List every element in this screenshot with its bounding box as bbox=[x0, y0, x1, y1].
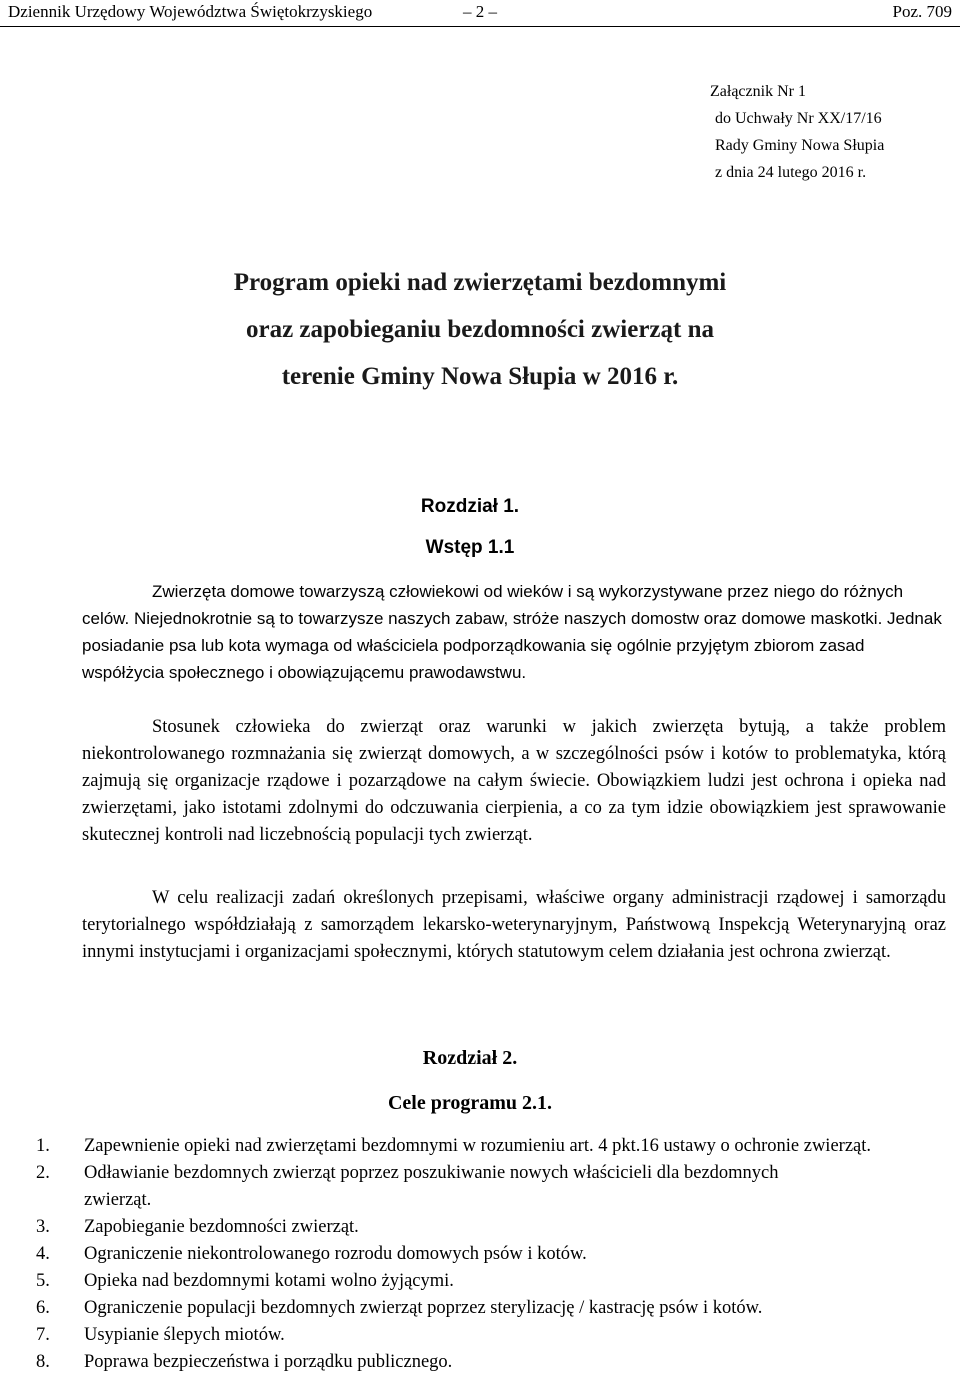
annex-council: Rady Gminy Nowa Słupia bbox=[715, 137, 885, 154]
list-item-text: Zapobieganie bezdomności zwierząt. bbox=[84, 1217, 359, 1237]
list-item-text: Usypianie ślepych miotów. bbox=[84, 1325, 285, 1345]
chapter-1-heading: Rozdział 1. bbox=[420, 496, 520, 517]
title-line-1: Program opieki nad zwierzętami bezdomnymi bbox=[233, 269, 727, 296]
list-item bbox=[36, 1214, 956, 1241]
intro-paragraph-2 bbox=[82, 714, 946, 849]
list-item bbox=[36, 1322, 956, 1349]
title-line-3: terenie Gminy Nowa Słupia w 2016 r. bbox=[281, 363, 679, 390]
list-item-number: 8. bbox=[36, 1352, 50, 1372]
list-item-text: Opieka nad bezdomnymi kotami wolno żyjącymi. bbox=[84, 1271, 454, 1291]
annex-block bbox=[710, 78, 950, 186]
document-title bbox=[0, 259, 960, 400]
annex-resolution: do Uchwały Nr XX/17/16 bbox=[715, 110, 882, 127]
chapter-2-subheading: Cele programu 2.1. bbox=[387, 1092, 553, 1114]
intro-paragraph-3-text: W celu realizacji zadań określonych przepisami, właściwe organy administracji rządowej i samorządu terytorialnego współdziałają z samorządem lekarsko-weterynaryjnym, Państwową Inspekcją Weterynaryjną oraz innymi instytucjami i organizacjami społecznymi, których statutowym celem działania jest ochrona zwierząt. bbox=[82, 888, 946, 962]
list-item-number: 3. bbox=[36, 1217, 50, 1237]
list-item-text: Poprawa bezpieczeństwa i porządku publicznego. bbox=[84, 1352, 453, 1372]
page-number: – 2 – bbox=[463, 2, 497, 21]
list-item-text: Zapewnienie opieki nad zwierzętami bezdomnymi w rozumieniu art. 4 pkt.16 ustawy o ochronie zwierząt. bbox=[84, 1136, 872, 1156]
list-item bbox=[36, 1133, 956, 1160]
intro-paragraph-3 bbox=[82, 885, 946, 966]
list-item-number: 5. bbox=[36, 1271, 50, 1291]
list-item-number: 7. bbox=[36, 1325, 50, 1345]
chapter-1-subheading: Wstęp 1.1 bbox=[425, 537, 515, 558]
list-item bbox=[36, 1295, 956, 1322]
intro-paragraph-1 bbox=[82, 578, 942, 686]
journal-name: Dziennik Urzędowy Województwa Świętokrzyskiego bbox=[8, 2, 373, 21]
list-item-text: Ograniczenie populacji bezdomnych zwierząt poprzez sterylizację / kastrację psów i kotów. bbox=[84, 1298, 763, 1318]
list-item-number: 2. bbox=[36, 1163, 50, 1183]
list-item bbox=[36, 1241, 956, 1268]
list-item-number: 1. bbox=[36, 1136, 50, 1156]
list-item bbox=[36, 1349, 956, 1376]
list-item bbox=[36, 1160, 956, 1214]
intro-paragraph-2-text: Stosunek człowieka do zwierząt oraz warunki w jakich zwierzęta bytują, a także problem niekontrolowanego rozmnażania się zwierząt domowych, a w szczególności psów i kotów to problematyka, którą zajmują się organizacje rządowe i pozarządowe na całym świecie. Obowiązkiem ludzi jest ochrona i opieka nad zwierzętami, jako istotami zdolnymi do odczuwania cierpienia, a co za tym idzie obowiązkiem jest sprawowanie skutecznej kontroli nad liczebnością populacji tych zwierząt. bbox=[82, 717, 946, 845]
list-item bbox=[36, 1268, 956, 1295]
intro-paragraph-1-text: Zwierzęta domowe towarzyszą człowiekowi od wieków i są wykorzystywane przez niego do różnych celów. Niejednokrotnie są to towarzysze naszych zabaw, stróże naszych domostw oraz domowe maskotki. Jednak posiadanie psa lub kota wymaga od właściciela podporządkowania się ogólnie przyjętym zbiorom zasad współżycia społecznego i obowiązującemu prawodawstwu. bbox=[82, 582, 942, 682]
list-item-number: 6. bbox=[36, 1298, 50, 1318]
goals-list bbox=[36, 1133, 956, 1376]
page-header bbox=[0, 0, 960, 27]
annex-date: z dnia 24 lutego 2016 r. bbox=[715, 164, 867, 181]
list-item-number: 4. bbox=[36, 1244, 50, 1264]
title-line-2: oraz zapobieganiu bezdomności zwierząt na bbox=[245, 316, 714, 343]
list-item-text: Odławianie bezdomnych zwierząt poprzez poszukiwanie nowych właścicieli dla bezdomnych zwierząt. bbox=[84, 1163, 779, 1210]
chapter-2-heading: Rozdział 2. bbox=[422, 1047, 518, 1069]
position-number: Poz. 709 bbox=[892, 2, 952, 21]
list-item-text: Ograniczenie niekontrolowanego rozrodu domowych psów i kotów. bbox=[84, 1244, 587, 1264]
annex-number: Załącznik Nr 1 bbox=[710, 83, 806, 100]
